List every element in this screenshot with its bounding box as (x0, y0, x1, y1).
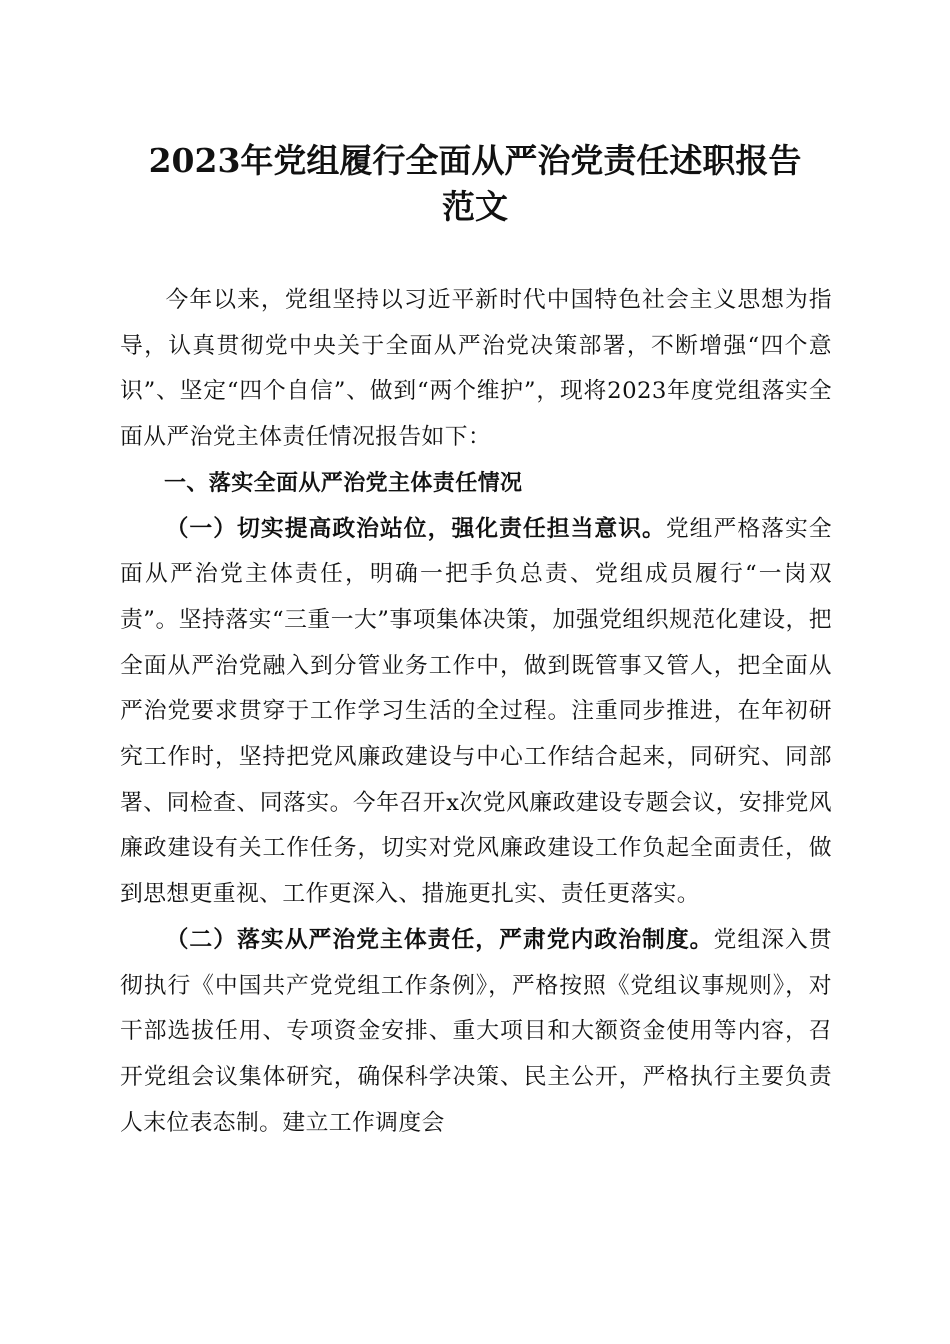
title-line-1: 2023年党组履行全面从严治党责任述职报告 (148, 141, 802, 180)
document-body (120, 278, 832, 1146)
paragraph-1 (120, 507, 832, 918)
paragraph-2 (120, 918, 832, 1147)
paragraph-1-lead: （一）切实提高政治站位，强化责任担当意识。 (165, 515, 666, 542)
section-heading: 一、落实全面从严治党主体责任情况 (164, 470, 523, 496)
document-title (60, 138, 890, 230)
intro-paragraph: 今年以来，党组坚持以习近平新时代中国特色社会主义思想为指导，认真贯彻党中央关于全面从严治党决策部署，不断增强“四个意识”、坚定“四个自信”、做到“两个维护”，现将2023年度党组落实全面从严治党主体责任情况报告如下： (120, 287, 832, 451)
title-line-2: 范文 (442, 187, 508, 226)
paragraph-2-lead: （二）落实从严治党主体责任，严肃党内政治制度。 (165, 926, 714, 953)
paragraph-2-body: 党组深入贯彻执行《中国共产党党组工作条例》，严格按照《党组议事规则》，对干部选拔任用、专项资金安排、重大项目和大额资金使用等内容，召开党组会议集体研究，确保科学决策、民主公开，严格执行主要负责人末位表态制。建立工作调度会 (120, 926, 833, 1136)
paragraph-1-body: 党组严格落实全面从严治党主体责任，明确一把手负总责、党组成员履行“一岗双责”。坚持落实“三重一大”事项集体决策，加强党组织规范化建设，把全面从严治党融入到分管业务工作中，做到既管事又管人，把全面从严治党要求贯穿于工作学习生活的全过程。注重同步推进，在年初研究工作时，坚持把党风廉政建设与中心工作结合起来，同研究、同部署、同检查、同落实。今年召开x次党风廉政建设专题会议，安排党风廉政建设有关工作任务，切实对党风廉政建设工作负起全面责任，做到思想更重视、工作更深入、措施更扎实、责任更落实。 (120, 515, 832, 908)
